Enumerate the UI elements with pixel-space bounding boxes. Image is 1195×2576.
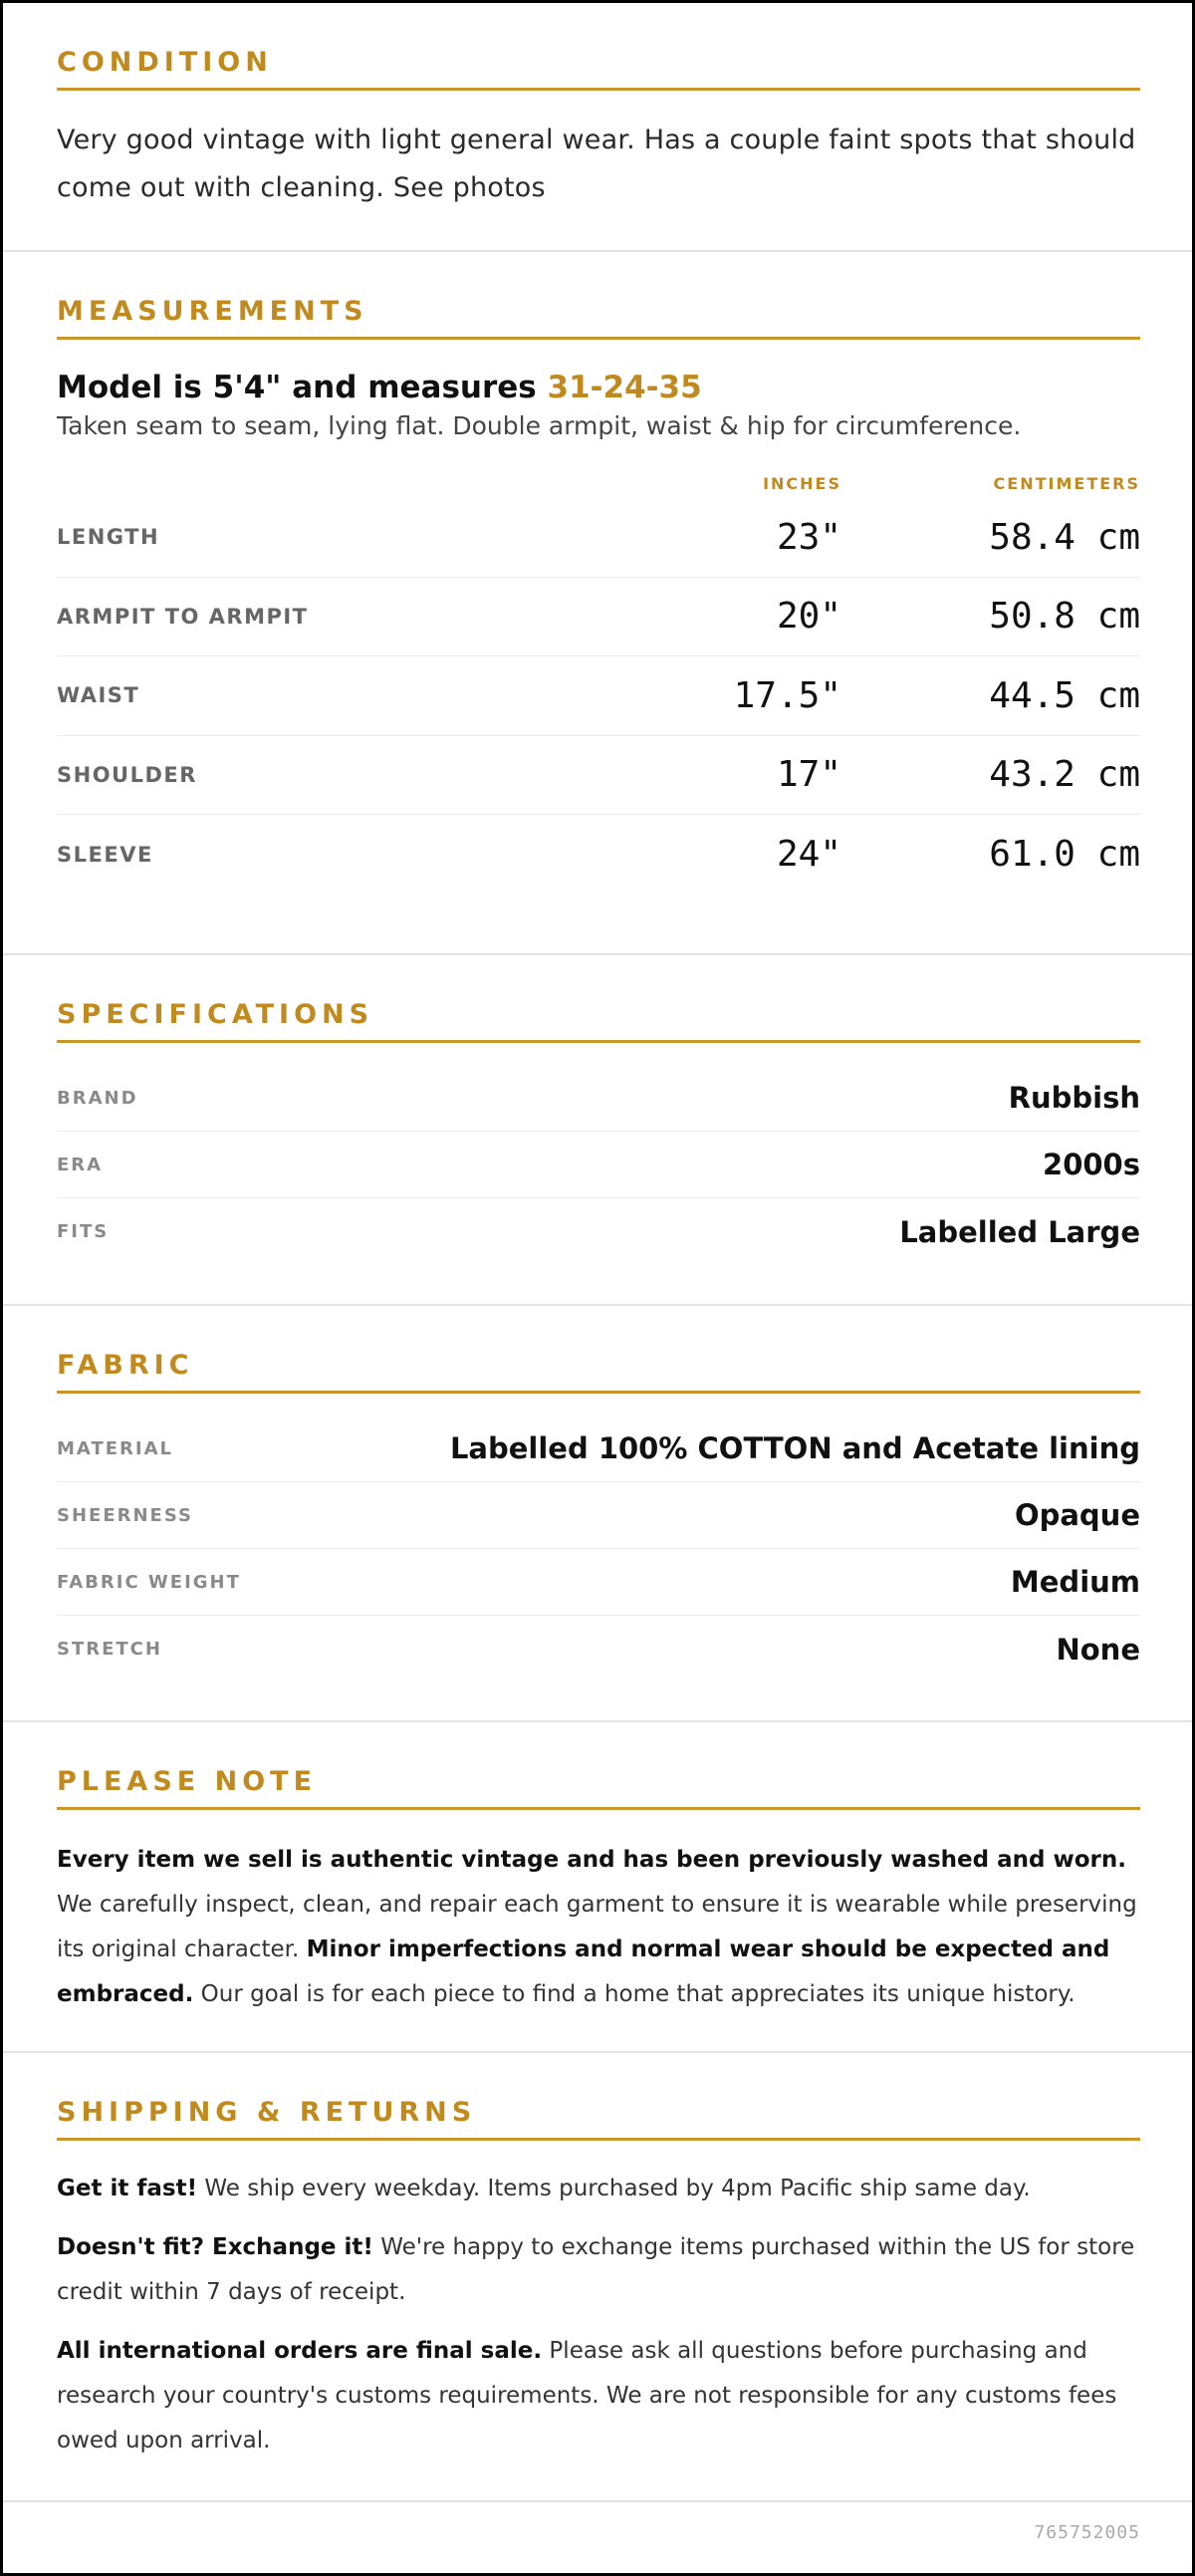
- product-code: 765752005: [1034, 2522, 1140, 2543]
- spec-value: 2000s: [1043, 1148, 1140, 1181]
- model-prefix: Model is 5'4" and measures: [57, 370, 548, 405]
- inches-column-header: INCHES: [763, 473, 841, 493]
- condition-text: Very good vintage with light general wear. Has a couple faint spots that should come out with cleaning. See photos: [57, 125, 1136, 203]
- centimeters-column-header: CENTIMETERS: [993, 473, 1140, 493]
- shipping-text-3: Please ask all questions before purchasing and research your country's customs requirements. We are not responsible for any customs fees owed upon arrival.: [57, 2338, 1117, 2453]
- please-note-text: [57, 1838, 1140, 2017]
- spec-label: BRAND: [57, 1087, 138, 1109]
- measurement-cm: 44.5 cm: [989, 674, 1140, 716]
- shipping-bold-1: Get it fast!: [57, 2176, 198, 2201]
- fabric-label: FABRIC WEIGHT: [57, 1571, 241, 1593]
- measurement-inches: 17": [776, 754, 841, 796]
- spec-row-fits: [57, 1198, 1140, 1265]
- spec-value: Rubbish: [1008, 1081, 1140, 1115]
- measurement-inches: 20": [776, 596, 841, 638]
- measurement-row-length: [57, 498, 1140, 578]
- measurement-label: ARMPIT TO ARMPIT: [57, 604, 309, 629]
- please-note-title: PLEASE NOTE: [57, 1722, 1140, 1810]
- fabric-value: Labelled 100% COTTON and Acetate lining: [449, 1431, 1140, 1465]
- shipping-bold-3: All international orders are final sale.: [57, 2338, 543, 2364]
- shipping-paragraph-2: [57, 2225, 1140, 2315]
- measurement-label: SHOULDER: [57, 762, 197, 787]
- measurement-label: SLEEVE: [57, 842, 153, 867]
- fabric-title: FABRIC: [57, 1306, 1140, 1394]
- condition-section: [3, 3, 1192, 252]
- fabric-label: SHEERNESS: [57, 1504, 193, 1526]
- fabric-row-material: [57, 1416, 1140, 1482]
- shipping-returns-section: [3, 2053, 1192, 2502]
- spec-row-era: [57, 1132, 1140, 1198]
- measurement-label: LENGTH: [57, 525, 160, 550]
- note-bold-1: Every item we sell is authentic vintage and has been previously washed and worn.: [57, 1847, 1126, 1873]
- spec-row-brand: [57, 1065, 1140, 1132]
- measurement-cm: 61.0 cm: [989, 834, 1140, 876]
- fabric-section: [3, 1306, 1192, 1722]
- measurements-section: [3, 252, 1192, 955]
- fabric-value: None: [1056, 1632, 1140, 1667]
- fabric-row-sheerness: [57, 1482, 1140, 1549]
- fabric-row-weight: [57, 1549, 1140, 1616]
- shipping-bold-2: Doesn't fit? Exchange it!: [57, 2234, 373, 2260]
- spec-label: ERA: [57, 1154, 104, 1175]
- spec-label: FITS: [57, 1221, 110, 1242]
- condition-title: CONDITION: [57, 3, 1140, 91]
- note-text-2: Our goal is for each piece to find a home that appreciates its unique history.: [193, 1981, 1076, 2007]
- measurement-inches: 23": [776, 516, 841, 558]
- measurement-cm: 43.2 cm: [989, 754, 1140, 796]
- shipping-text-2: We're happy to exchange items purchased within the US for store credit within 7 days of receipt.: [57, 2234, 1135, 2305]
- specifications-list: [57, 1065, 1140, 1265]
- measurements-title: MEASUREMENTS: [57, 252, 1140, 340]
- model-info: [57, 370, 1140, 405]
- note-text-1: We carefully inspect, clean, and repair each garment to ensure it is wearable while preserving its original character.: [57, 1892, 1137, 1962]
- fabric-value: Opaque: [1014, 1498, 1140, 1532]
- measurement-inches: 24": [776, 834, 841, 876]
- measurement-row-waist: [57, 656, 1140, 736]
- note-bold-2: Minor imperfections and normal wear should be expected and embraced.: [57, 1936, 1110, 2007]
- measurement-row-armpit: [57, 578, 1140, 657]
- shipping-text-1: We ship every weekday. Items purchased by 4pm Pacific ship same day.: [197, 2176, 1031, 2201]
- measurement-label: WAIST: [57, 683, 140, 708]
- specifications-title: SPECIFICATIONS: [57, 955, 1140, 1043]
- measurements-subtitle: Taken seam to seam, lying flat. Double armpit, waist & hip for circumference.: [57, 411, 1022, 440]
- fabric-list: [57, 1416, 1140, 1682]
- measurement-row-shoulder: [57, 736, 1140, 816]
- shipping-paragraph-1: [57, 2167, 1140, 2211]
- measurement-row-sleeve: [57, 815, 1140, 895]
- please-note-section: [3, 1722, 1192, 2053]
- shipping-paragraph-3: [57, 2329, 1140, 2463]
- measurement-inches: 17.5": [733, 674, 841, 716]
- shipping-returns-title: SHIPPING & RETURNS: [57, 2053, 1140, 2141]
- specifications-section: [3, 955, 1192, 1306]
- model-measures: 31-24-35: [547, 370, 702, 405]
- spec-value: Labelled Large: [899, 1214, 1140, 1249]
- measurements-table: [57, 498, 1140, 895]
- measurement-cm: 58.4 cm: [989, 516, 1140, 558]
- measurements-header: [57, 468, 1140, 498]
- fabric-row-stretch: [57, 1616, 1140, 1682]
- fabric-label: STRETCH: [57, 1639, 162, 1660]
- measurement-cm: 50.8 cm: [989, 596, 1140, 638]
- fabric-label: MATERIAL: [57, 1437, 173, 1459]
- fabric-value: Medium: [1010, 1565, 1140, 1599]
